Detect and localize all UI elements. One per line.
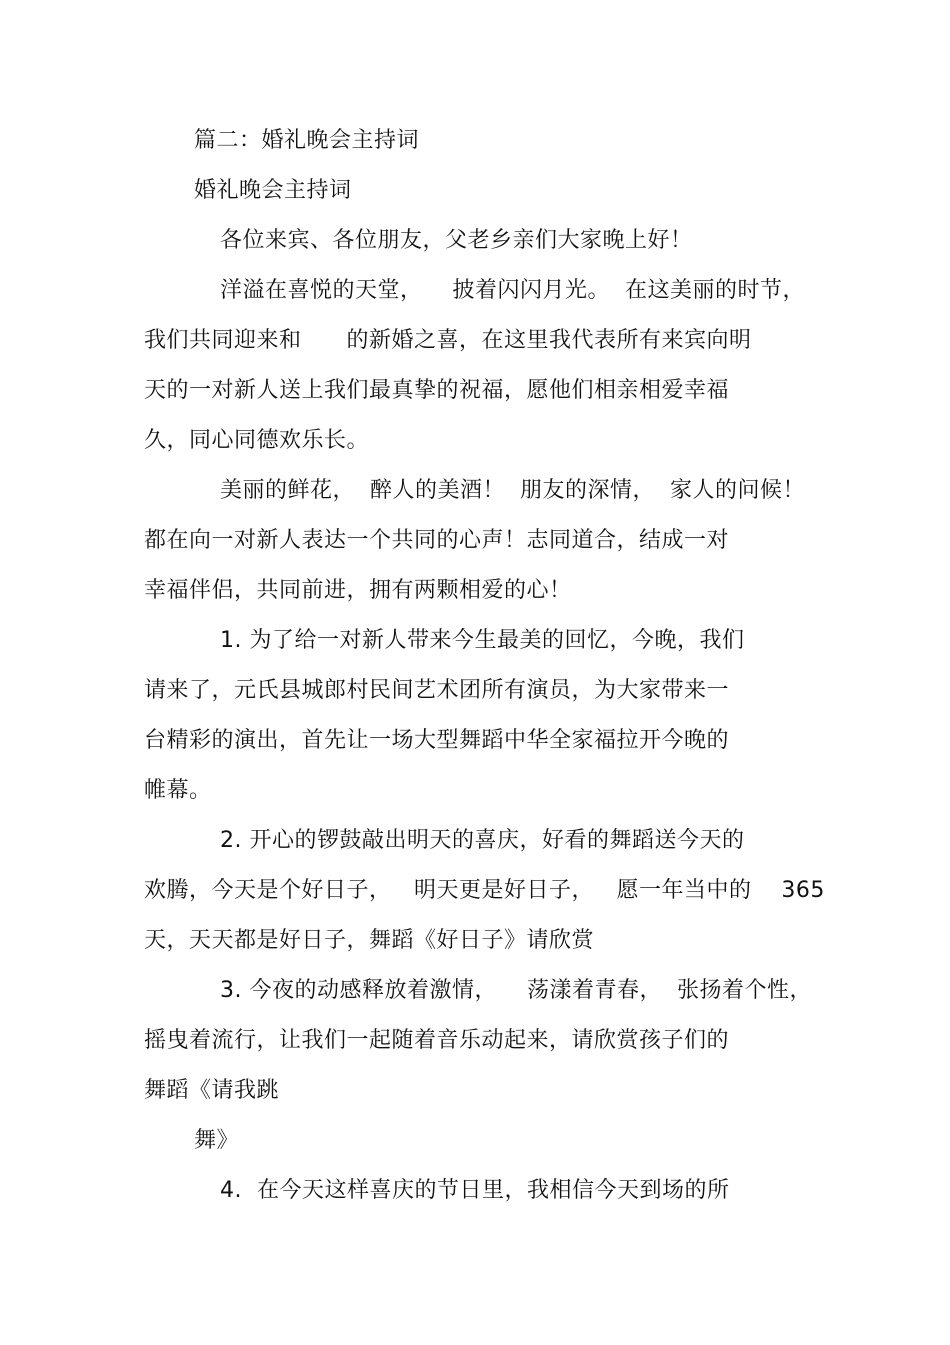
list-item-1-line: 1. 为了给一对新人带来今生最美的回忆，今晚，我们: [220, 628, 745, 653]
section-heading: 篇二：婚礼晚会主持词: [194, 128, 420, 153]
paragraph-line: 幸福伴侣，共同前进，拥有两颗相爱的心！: [144, 578, 572, 603]
paragraph-line: 都在向一对新人表达一个共同的心声！志同道合，结成一对: [144, 528, 730, 553]
greeting-line: 各位来宾、各位朋友，父老乡亲们大家晚上好！: [220, 228, 693, 253]
list-item-2-line: 天，天天都是好日子，舞蹈《好日子》请欣赏: [144, 928, 595, 953]
list-item-2-line: 欢腾，今天是个好日子， 明天更是好日子， 愿一年当中的 365: [144, 878, 825, 903]
list-item-1-line: 请来了，元氏县城郎村民间艺术团所有演员，为大家带来一: [144, 678, 730, 703]
list-item-1-line: 帷幕。: [144, 778, 212, 803]
list-item-3-line: 舞》: [194, 1128, 240, 1153]
list-item-3-line: 3. 今夜的动感释放着激情， 荡漾着青春， 张扬着个性，: [220, 978, 812, 1003]
paragraph-line: 久，同心同德欢乐长。: [144, 428, 370, 453]
list-item-3-line: 舞蹈《请我跳: [144, 1078, 280, 1103]
paragraph-line: 洋溢在喜悦的天堂， 披着闪闪月光。 在这美丽的时节，: [220, 278, 805, 303]
list-item-1-line: 台精彩的演出，首先让一场大型舞蹈中华全家福拉开今晚的: [144, 728, 730, 753]
list-item-2-line: 2. 开心的锣鼓敲出明天的喜庆，好看的舞蹈送今天的: [220, 828, 745, 853]
paragraph-line: 美丽的鲜花， 醉人的美酒！ 朋友的深情， 家人的问候！: [220, 478, 805, 503]
paragraph-line: 我们共同迎来和 的新婚之喜，在这里我代表所有来宾向明: [144, 328, 752, 353]
paragraph-line: 天的一对新人送上我们最真挚的祝福，愿他们相亲相爱幸福: [144, 378, 730, 403]
document-title: 婚礼晚会主持词: [194, 178, 352, 203]
list-item-3-line: 摇曳着流行，让我们一起随着音乐动起来，请欣赏孩子们的: [144, 1028, 730, 1053]
list-item-4-line: 4. 在今天这样喜庆的节日里，我相信今天到场的所: [220, 1178, 730, 1203]
